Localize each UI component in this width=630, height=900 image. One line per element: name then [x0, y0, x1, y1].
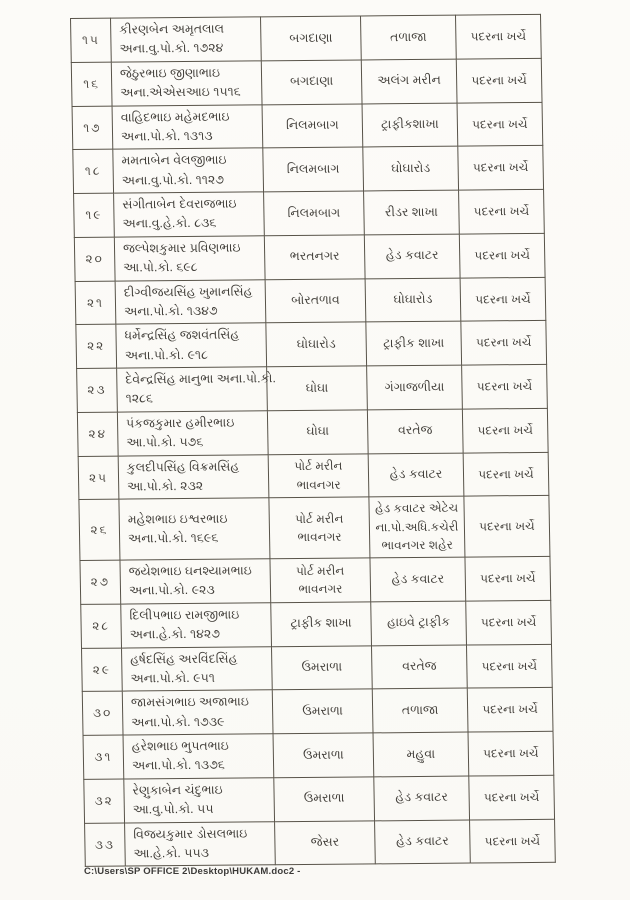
officer-name: જલ્પેશકુમાર પ્રવિણભાઇ [122, 240, 241, 256]
officer-designation: અના.પો.કો. ૧૩૧૩ [120, 128, 213, 144]
serial-number-cell: ૨૦ [74, 237, 115, 281]
officer-name: મમતાબેન વેલજીભાઇ [121, 152, 227, 168]
name-cell [111, 17, 262, 62]
from-station-cell: ઉમરાળા [274, 777, 375, 822]
officer-designation: ૧૨૮૬ [125, 391, 154, 406]
officer-designation: આ.પો.કો. ૫૭૬ [126, 434, 204, 450]
officer-name: જામસંગભાઇ અજાભાઇ [130, 694, 249, 710]
to-station-cell: હાઇવે ટ્રાફીક [371, 601, 467, 646]
name-cell [111, 61, 262, 106]
from-station-cell: નિલમબાગ [262, 103, 363, 148]
remark-cell: પદરના ખર્ચે [459, 233, 545, 277]
officer-designation: અના.પો.કો. ૧૩૭૬ [131, 758, 225, 773]
serial-number-cell: ૨૯ [81, 648, 122, 692]
to-station-cell: ટ્રાફીક શાખા [366, 321, 462, 366]
table-row [83, 731, 554, 779]
remark-cell: પદરના ખર્ચે [468, 731, 554, 775]
remark-cell: પદરના ખર્ચે [466, 644, 552, 688]
officer-designation: અના.પો.કો. ૯૨૩ [128, 583, 215, 598]
table-row [72, 102, 543, 150]
to-station-cell: હેડ કવાટર એટેચ ના.પો.અધિ.કચેરી ભાવનગર શહેર [369, 496, 465, 558]
remark-cell: પદરના ખર્ચે [459, 189, 545, 233]
officer-name: ધર્મેન્દ્રસિંહ જશવંતસિંહ [124, 327, 240, 343]
serial-number-cell: ૩૧ [83, 735, 124, 779]
name-cell [112, 104, 263, 149]
remark-cell: પદરના ખર્ચે [457, 102, 543, 146]
from-station-cell: ઘોઘારોડ [266, 322, 367, 367]
table-row [71, 58, 542, 106]
name-cell [121, 646, 272, 691]
remark-cell: પદરના ખર્ચે [466, 600, 552, 644]
serial-number-cell: ૧૭ [72, 106, 113, 150]
name-cell [122, 690, 273, 735]
table-row [80, 556, 551, 604]
officer-designation: અના.વુ.પો.કો. ૧૧૨૭ [121, 172, 225, 188]
officer-designation: આ.વુ.પો.કો. ૫૫ [132, 801, 214, 817]
officer-designation: અના.પો.કો. ૧૬૯૬ [127, 530, 219, 546]
name-cell [119, 498, 270, 560]
serial-number-cell: ૧૯ [74, 193, 115, 237]
serial-number-cell: ૩૦ [82, 691, 123, 735]
officer-name: હરેશભાઇ ભુપતભાઇ [131, 738, 229, 754]
remark-cell: પદરના ખર્ચે [461, 321, 547, 365]
remark-cell: પદરના ખર્ચે [467, 688, 553, 732]
name-cell [115, 279, 266, 324]
officer-designation: અના.પો.કો. ૧૩૪૭ [124, 303, 218, 319]
remark-cell: પદરના ખર્ચે [456, 58, 542, 102]
remark-cell: પદરના ખર્ચે [462, 364, 548, 408]
officer-name: દિલીપભાઇ રામજીભાઇ [129, 607, 240, 623]
from-station-cell: ભરતનગર [264, 235, 365, 280]
officer-name: દેવેન્દ્રસિંહ માનુભા અના.પો.કો. [125, 371, 277, 387]
to-station-cell: હેડ કવાટર [374, 776, 470, 821]
name-cell [121, 603, 272, 648]
officer-designation: અના.હે.કો. ૧૪૨૭ [129, 626, 221, 642]
from-station-cell: નિલમબાગ [263, 147, 364, 192]
table-row [77, 364, 548, 412]
table-row [82, 688, 553, 736]
table-row [84, 775, 555, 823]
officer-name: વાહિદભાઇ મહેમદભાઇ [120, 109, 230, 125]
serial-number-cell: ૨૬ [79, 499, 120, 560]
from-station-cell: બગદાણા [261, 16, 362, 61]
table-row [73, 146, 544, 194]
from-station-cell: ઉમરાળા [271, 645, 372, 690]
serial-number-cell: ૧૮ [73, 149, 114, 193]
serial-number-cell: ૧૫ [71, 18, 112, 62]
officer-name: સંગીતાબેન દેવરાજભાઇ [122, 196, 237, 212]
table-row [76, 321, 547, 369]
officer-designation: અના.વુ.હે.કો. ૮૩૬ [122, 216, 217, 231]
serial-number-cell: ૨૮ [81, 604, 122, 648]
serial-number-cell: ૨૫ [78, 456, 119, 500]
officer-designation: અના.એએસઆઇ ૧૫૧૬ [120, 84, 241, 100]
remark-cell: પદરના ખર્ચે [470, 819, 556, 863]
to-station-cell: વરતેજ [367, 409, 463, 454]
from-station-cell: ઘોઘા [267, 410, 368, 455]
from-station-cell: બગદાણા [261, 60, 362, 105]
table-row [79, 496, 550, 561]
remark-cell: પદરના ખર્ચે [462, 408, 548, 452]
remark-cell: પદરના ખર્ચે [463, 452, 549, 496]
name-cell [124, 778, 275, 823]
to-station-cell: ટ્રાફીકશાખા [362, 103, 458, 148]
remark-cell: પદરના ખર્ચે [464, 496, 550, 558]
serial-number-cell: ૨૭ [80, 560, 121, 604]
to-station-cell: ઘોઘારોડ [363, 146, 459, 191]
officer-designation: આ.હે.કો. ૫૫૩ [133, 845, 210, 861]
officer-name: વિજયકુમાર ડોસલભાઇ [133, 826, 248, 842]
officer-name: પંકજકુમાર હમીરભાઇ [125, 415, 235, 431]
to-station-cell: તળાજા [360, 15, 456, 60]
table-row [75, 277, 546, 325]
serial-number-cell: ૩૨ [84, 779, 125, 823]
officer-name: કુલદીપસિંહ વિક્રમસિંહ [126, 459, 240, 475]
to-station-cell: હેડ કવાટર [364, 234, 460, 279]
to-station-cell: ગંગાજળીયા [367, 365, 463, 410]
to-station-cell: મહુવા [373, 732, 469, 777]
name-cell [123, 734, 274, 779]
table-row [78, 452, 549, 500]
officer-name: રેણુકાબેન ચંદુભાઇ [132, 782, 223, 798]
table-row [74, 233, 545, 281]
remark-cell: પદરના ખર્ચે [469, 775, 555, 819]
officer-designation: અના.પો.કો. ૧૭૩૯ [131, 714, 225, 730]
serial-number-cell: ૨૨ [76, 324, 117, 368]
table-row [81, 644, 552, 692]
name-cell [117, 411, 268, 456]
remark-cell: પદરના ખર્ચે [465, 556, 551, 600]
serial-number-cell: ૨૪ [77, 412, 118, 456]
officer-designation: આ.પો.કો. ૬૯૮ [123, 260, 198, 275]
from-station-cell: બોરતળાવ [265, 278, 366, 323]
table-row [71, 14, 542, 62]
to-station-cell: હેડ કવાટર [368, 453, 464, 498]
name-cell [116, 323, 267, 368]
officer-name: જયેશભાઇ ઘનશ્યામભાઇ [128, 563, 252, 579]
from-station-cell: ઉમરાળા [272, 689, 373, 734]
name-cell [120, 559, 271, 604]
from-station-cell: પોર્ટ મરીન ભાવનગર [270, 558, 371, 603]
officer-designation: અના.પો.કો. ૯૫૧ [130, 670, 216, 686]
serial-number-cell: ૩૩ [85, 823, 126, 867]
to-station-cell: હેડ કવાટર [375, 820, 471, 865]
from-station-cell: ઉમરાળા [273, 733, 374, 778]
name-cell [125, 821, 276, 866]
to-station-cell: અલંગ મરીન [361, 59, 457, 104]
to-station-cell: તળાજા [372, 688, 468, 733]
from-station-cell: ઘોઘા [267, 366, 368, 411]
to-station-cell: રીડર શાખા [364, 190, 460, 235]
table-row [77, 408, 548, 456]
name-cell [114, 192, 265, 237]
officer-name: કીરણબેન અમૃતલાલ [119, 21, 225, 37]
table-row [74, 189, 545, 237]
from-station-cell: પોર્ટ મરીન ભાવનગર [268, 453, 369, 498]
remark-cell: પદરના ખર્ચે [460, 277, 546, 321]
serial-number-cell: ૨૩ [77, 368, 118, 412]
officer-name: મહેશભાઇ ઇશ્વરભાઇ [127, 511, 228, 527]
officer-designation: અના.પો.કો. ૯૧૮ [124, 347, 209, 363]
remark-cell: પદરના ખર્ચે [458, 146, 544, 190]
officer-designation: અના.વુ.પો.કો. ૧૭૨૪ [119, 41, 224, 56]
from-station-cell: નિલમબાગ [264, 191, 365, 236]
remark-cell: પદરના ખર્ચે [455, 14, 541, 58]
transfer-table [70, 14, 556, 867]
officer-designation: આ.પો.કો. ૨૩૨ [127, 478, 204, 494]
from-station-cell: જેસર [275, 820, 376, 865]
name-cell [118, 454, 269, 499]
officer-name: દીગ્વીજયસિંહ ખુમાનસિંહ [123, 283, 253, 300]
to-station-cell: હેડ કવાટર [370, 557, 466, 602]
name-cell [113, 148, 264, 193]
from-station-cell: ટ્રાફીક શાખા [271, 602, 372, 647]
to-station-cell: ઘોઘારોડ [365, 278, 461, 323]
name-cell [117, 367, 277, 412]
officer-name: જેઠુરભાઇ જીણાભાઇ [119, 65, 221, 81]
from-station-cell: પોર્ટ મરીન ભાવનગર [269, 497, 370, 559]
table-row [85, 819, 556, 867]
serial-number-cell: ૧૬ [71, 62, 112, 106]
document-footer-path: C:\Users\SP OFFICE 2\Desktop\HUKAM.doc2 - [84, 866, 301, 877]
to-station-cell: વરતેજ [371, 645, 467, 690]
table-row [81, 600, 552, 648]
officer-name: હર્ષદસિંહ અરવિંદસિંહ [130, 651, 238, 667]
name-cell [114, 236, 265, 281]
serial-number-cell: ૨૧ [75, 281, 116, 325]
transfer-table-body [71, 14, 556, 866]
